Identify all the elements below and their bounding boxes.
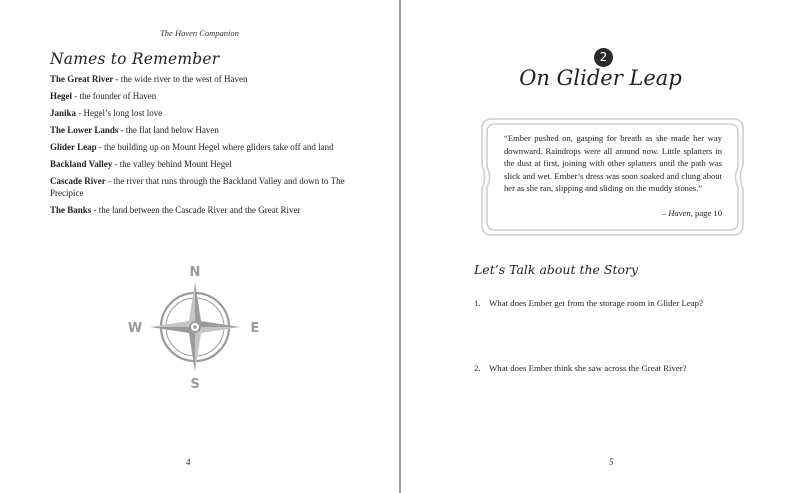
list-item	[50, 91, 350, 103]
section-title: Names to Remember	[50, 50, 220, 68]
definition: - the building up on Mount Hegel where gliders take off and land	[96, 142, 334, 152]
list-item	[50, 142, 350, 154]
list-item	[50, 125, 350, 137]
definition: - the land between the Cascade River and the Great River	[91, 204, 301, 215]
list-item	[474, 363, 687, 373]
term: Hegel	[50, 91, 72, 101]
right-page	[401, 0, 800, 493]
question-number: 1.	[474, 298, 481, 308]
list-item	[50, 205, 350, 217]
chapter-title: On Glider Leap	[519, 66, 682, 90]
list-item	[474, 298, 703, 308]
definition: - the river that runs through the Backland Valley and down to The Precipice	[50, 176, 345, 198]
question-text: What does Ember think she saw across the Great River?	[489, 363, 687, 373]
quote-text: “Ember pushed on, gasping for breath as she made her way downward. Raindrops were all around now. Little splatters in the dust at first, joining with other splatters until the path was slick and wet. Ember’s dress was soon soaked and clung about her as she ran, slipping and sliding on the muddy stones.”	[504, 133, 722, 194]
page-number-right: 5	[609, 457, 614, 467]
term: The Great River	[50, 74, 114, 84]
term: Janika	[50, 108, 77, 118]
term: Glider Leap	[50, 142, 97, 152]
list-item	[50, 159, 350, 171]
definition: - Hegel’s long lost love	[76, 108, 163, 118]
definition: - the flat land below Haven	[118, 125, 219, 135]
term: The Banks	[50, 204, 92, 215]
question-text: What does Ember get from the storage room in Glider Leap?	[489, 298, 703, 308]
definition: - the founder of Haven	[72, 91, 157, 101]
list-item	[50, 176, 350, 199]
discussion-title: Let’s Talk about the Story	[474, 262, 639, 277]
citation-dash: –	[661, 208, 669, 218]
list-item	[50, 108, 350, 120]
definition: - the wide river to the west of Haven	[113, 74, 248, 84]
quote-citation	[504, 208, 722, 218]
term: Backland Valley	[50, 159, 113, 169]
list-item	[50, 74, 350, 86]
names-list	[50, 74, 350, 222]
left-page	[0, 0, 399, 493]
citation-page: , page 10	[690, 208, 722, 218]
question-number: 2.	[474, 363, 481, 373]
page-number-left: 4	[186, 457, 191, 467]
term: The Lower Lands	[50, 125, 119, 135]
compass-rose-icon	[125, 262, 265, 392]
citation-book-title: Haven	[668, 208, 691, 218]
compass-west-label: W	[127, 321, 143, 336]
compass-east-label: E	[250, 321, 260, 336]
definition: - the valley behind Mount Hegel	[112, 159, 232, 169]
running-head: The Haven Companion	[160, 28, 239, 38]
term: Cascade River	[50, 176, 106, 186]
compass-south-label: S	[190, 377, 200, 392]
chapter-number-badge: 2	[594, 48, 613, 67]
compass-north-label: N	[189, 265, 201, 280]
